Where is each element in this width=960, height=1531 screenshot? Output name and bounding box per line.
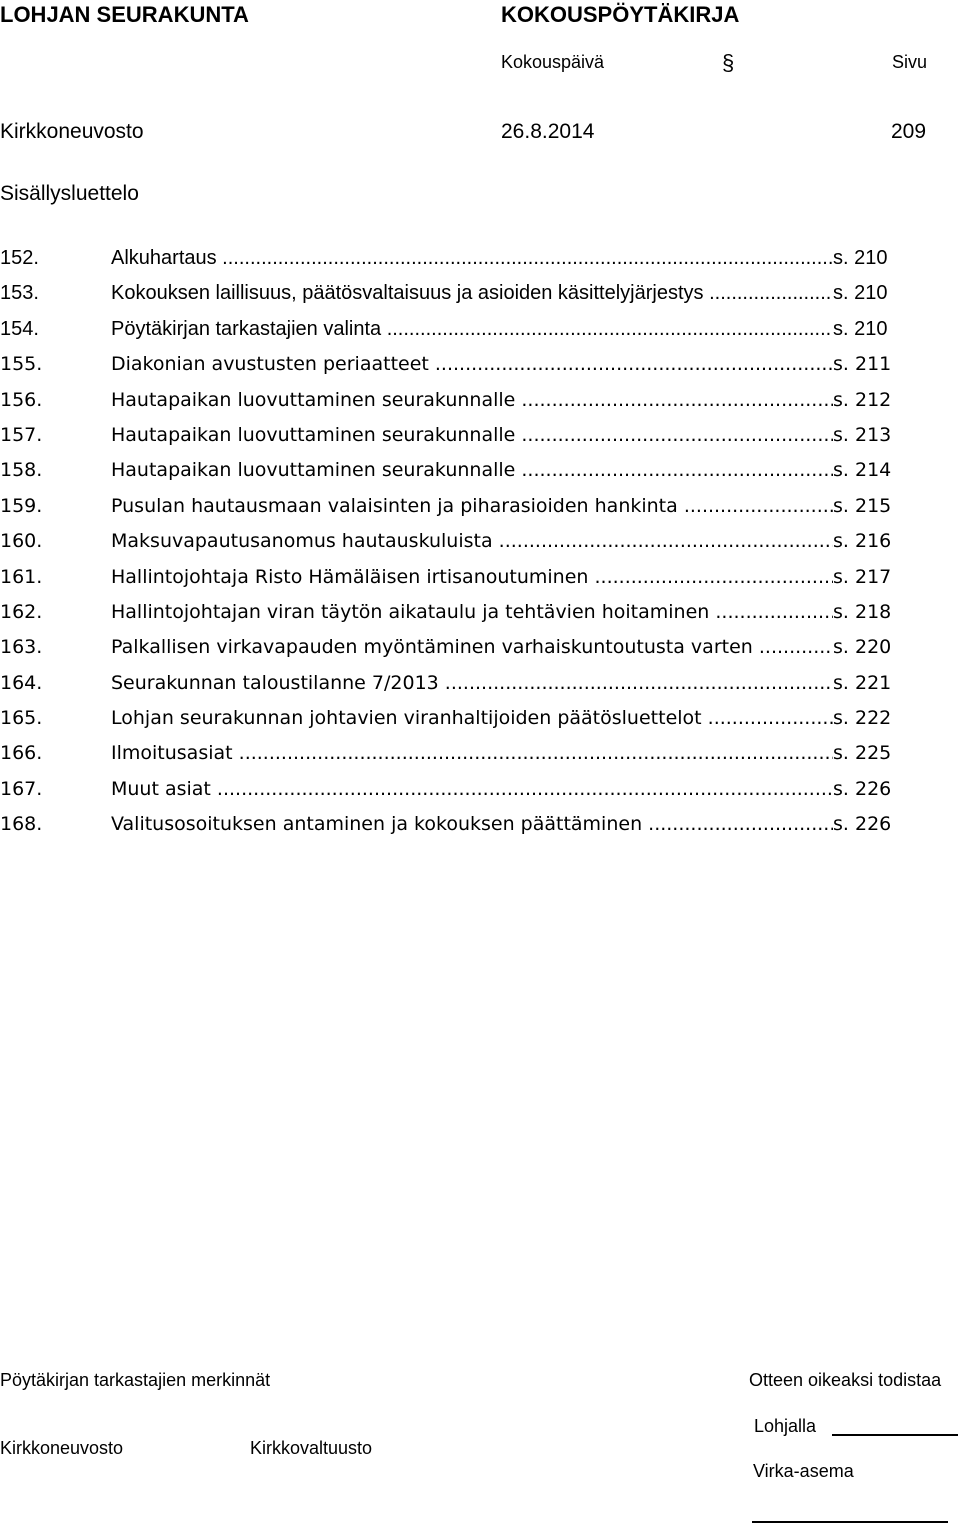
toc-item-title: Hautapaikan luovuttaminen seurakunnalle ..... (111, 385, 833, 415)
assembly-label: Kirkkovaltuusto (250, 1438, 373, 1458)
toc-item-page: s. 218 (833, 600, 892, 623)
toc-item-page: s. 222 (833, 707, 892, 730)
toc-item[interactable] (0, 278, 960, 313)
place-date-signature-line (832, 1434, 958, 1436)
toc-item-page: s. 226 (833, 813, 892, 836)
toc-item-page: s. 213 (833, 423, 892, 446)
toc-item[interactable] (0, 774, 960, 809)
toc-item-page: s. 211 (833, 353, 892, 376)
toc-item-page: s. 212 (833, 388, 892, 411)
certify-label: Otteen oikeaksi todistaa (749, 1370, 942, 1390)
toc-item-number: 160. (0, 530, 43, 553)
toc-item[interactable] (0, 526, 960, 561)
toc-item-title: Alkuhartaus ..... (111, 243, 833, 273)
toc-item-page: s. 210 (833, 317, 888, 340)
toc-item-page: s. 221 (833, 671, 892, 694)
toc-item-title: Seurakunnan taloustilanne 7/2013 ..... (111, 668, 833, 698)
toc-item-title: Valitusosoituksen antaminen ja kokouksen päättäminen ..... (111, 809, 833, 839)
toc-item-number: 155. (0, 353, 43, 376)
toc-item-number: 168. (0, 813, 43, 836)
toc-item-number: 153. (0, 282, 39, 305)
toc-item-title: Hallintojohtajan viran täytön aikataulu ja tehtävien hoitaminen ..... (111, 597, 833, 627)
meeting-date: 26.8.2014 (501, 120, 595, 143)
toc-item-page: s. 226 (833, 777, 892, 800)
toc-item-title: Palkallisen virkavapauden myöntäminen varhaiskuntoutusta varten ..... (111, 632, 833, 662)
toc-item[interactable] (0, 632, 960, 667)
toc-item-title: Pöytäkirjan tarkastajien valinta ..... (111, 314, 833, 344)
toc-item-number: 162. (0, 600, 43, 623)
toc-item-title: Hautapaikan luovuttaminen seurakunnalle ..... (111, 420, 833, 450)
toc-item-page: s. 225 (833, 742, 892, 765)
toc-title: Sisällysluettelo (0, 182, 139, 205)
toc-item[interactable] (0, 314, 960, 349)
position-label: Virka-asema (753, 1461, 854, 1481)
toc-item[interactable] (0, 455, 960, 490)
toc-item[interactable] (0, 349, 960, 384)
meeting-body: Kirkkoneuvosto (0, 120, 144, 143)
toc-item-page: s. 215 (833, 494, 892, 517)
meeting-date-label: Kokouspäivä (501, 52, 605, 72)
toc-item-title: Muut asiat ..... (111, 774, 833, 804)
toc-item-number: 152. (0, 247, 39, 269)
page-number: 209 (891, 120, 927, 143)
toc-item[interactable] (0, 809, 960, 844)
toc-item-number: 157. (0, 423, 43, 446)
toc-item-title: Diakonian avustusten periaatteet ..... (111, 349, 833, 379)
toc-item-page: s. 220 (833, 636, 892, 659)
toc-item-title: Ilmoitusasiat ..... (111, 738, 833, 768)
toc-item-number: 163. (0, 636, 43, 659)
toc-item[interactable] (0, 668, 960, 703)
toc-item[interactable] (0, 385, 960, 420)
toc-item-title: Maksuvapautusanomus hautauskuluista ..... (111, 526, 833, 556)
toc-item-number: 164. (0, 671, 43, 694)
toc-item-page: s. 214 (833, 459, 892, 482)
reviewers-label: Pöytäkirjan tarkastajien merkinnät (0, 1370, 271, 1390)
toc-item-page: s. 216 (833, 530, 892, 553)
toc-item-title: Hautapaikan luovuttaminen seurakunnalle ..... (111, 455, 833, 485)
toc-item-number: 165. (0, 707, 43, 730)
toc-item[interactable] (0, 420, 960, 455)
toc-item-number: 161. (0, 565, 43, 588)
council-label: Kirkkoneuvosto (0, 1438, 124, 1458)
toc-item-page: s. 210 (833, 282, 888, 305)
toc-item-number: 167. (0, 777, 43, 800)
toc-item[interactable] (0, 243, 960, 278)
toc-item-number: 166. (0, 742, 43, 765)
toc-item-number: 158. (0, 459, 43, 482)
toc-item-number: 159. (0, 494, 43, 517)
paragraph-mark: § (722, 50, 735, 75)
page-label: Sivu (892, 52, 928, 72)
toc-item-number: 156. (0, 388, 43, 411)
toc-item[interactable] (0, 491, 960, 526)
toc-item[interactable] (0, 738, 960, 773)
table-of-contents (0, 243, 960, 845)
toc-item-title: Pusulan hautausmaan valaisinten ja piharasioiden hankinta ..... (111, 491, 833, 521)
toc-item[interactable] (0, 703, 960, 738)
toc-item[interactable] (0, 597, 960, 632)
toc-item-page: s. 217 (833, 565, 892, 588)
toc-item-title: Hallintojohtaja Risto Hämäläisen irtisanoutuminen ..... (111, 562, 833, 592)
toc-item-title: Lohjan seurakunnan johtavien viranhaltijoiden päätösluettelot ..... (111, 703, 833, 733)
place-label: Lohjalla (754, 1416, 817, 1436)
toc-item[interactable] (0, 562, 960, 597)
document-type: KOKOUSPÖYTÄKIRJA (501, 2, 740, 27)
organization-name: LOHJAN SEURAKUNTA (0, 2, 249, 27)
toc-item-number: 154. (0, 317, 39, 340)
toc-item-page: s. 210 (833, 247, 888, 269)
signature-line (752, 1521, 948, 1523)
toc-item-title: Kokouksen laillisuus, päätösvaltaisuus ja asioiden käsittelyjärjestys ..... (111, 278, 833, 308)
